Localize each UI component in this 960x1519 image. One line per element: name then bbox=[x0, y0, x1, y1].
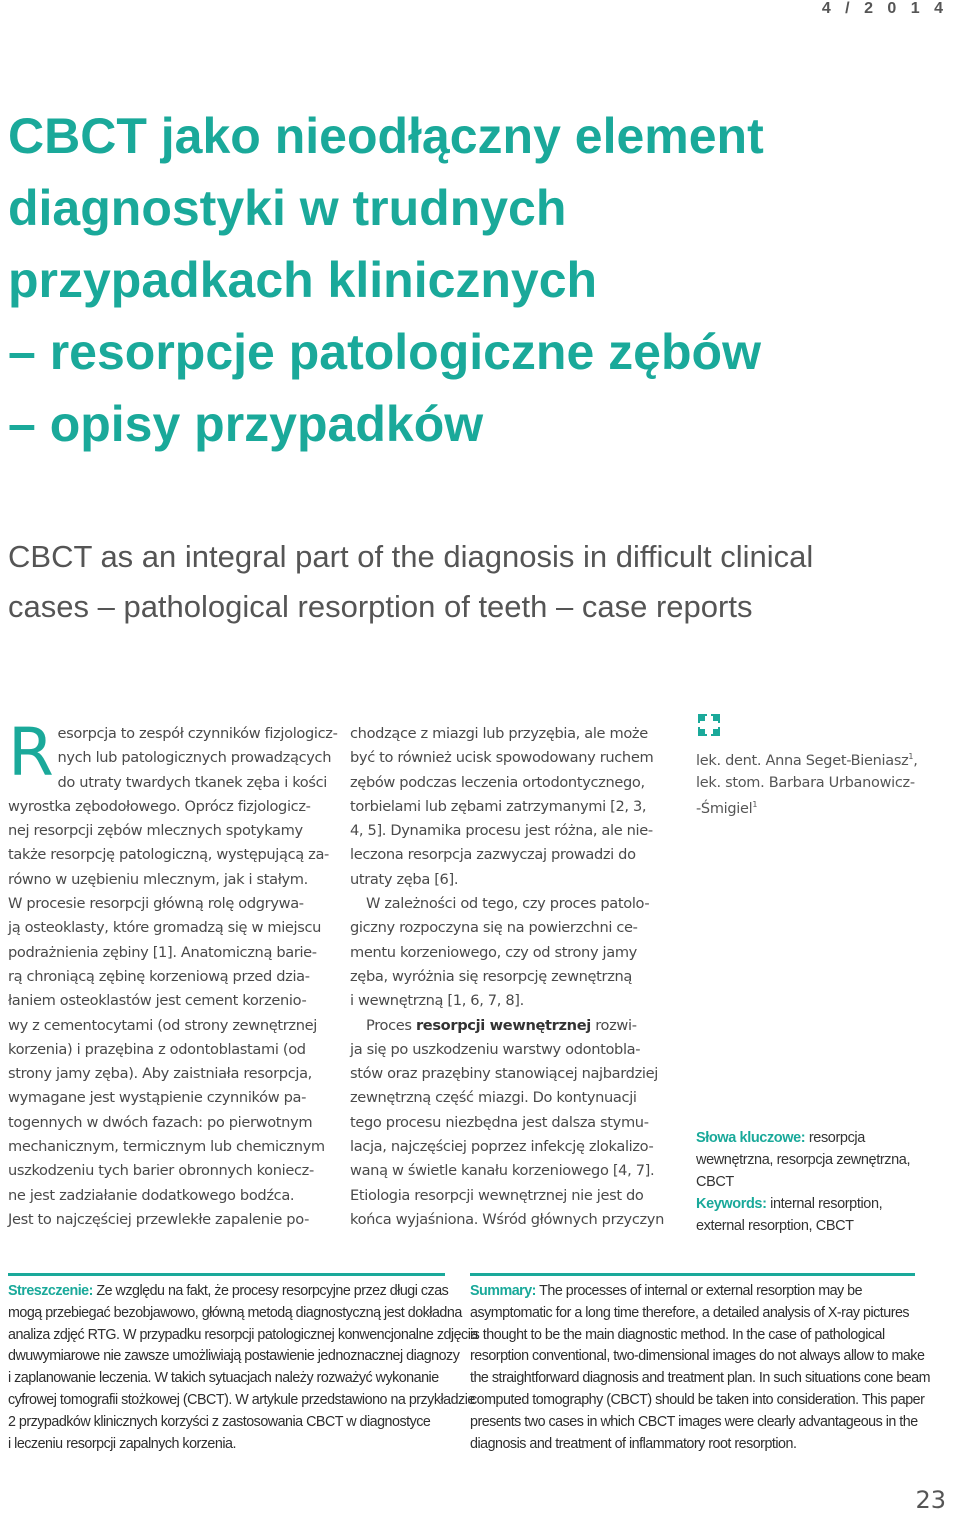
page-number: 23 bbox=[915, 1486, 946, 1514]
text-line: leczona resorpcja zazwyczaj prowadzi do bbox=[350, 846, 636, 864]
text-line: strony jamy zęba). Aby zaistniała resorpcja, bbox=[8, 1065, 312, 1083]
text-line: rą chroniącą zębinę korzeniową przed dzia- bbox=[8, 967, 310, 985]
paragraph bbox=[350, 722, 662, 892]
title-line: diagnostyki w trudnych bbox=[8, 180, 567, 236]
keywords-text: internal resorption, bbox=[766, 1196, 883, 1212]
title-line: – opisy przypadków bbox=[8, 396, 484, 452]
article-title-pl bbox=[8, 100, 948, 460]
keywords-line: CBCT bbox=[696, 1174, 734, 1190]
abstract-body bbox=[8, 1303, 478, 1456]
abstract-pl bbox=[8, 1281, 478, 1455]
section-divider bbox=[8, 1273, 445, 1276]
medical-cross-icon bbox=[698, 714, 720, 736]
author-name: -Śmigiel bbox=[696, 800, 753, 817]
abstract-line bbox=[8, 1281, 448, 1303]
drop-cap: R bbox=[8, 714, 54, 791]
article-title-en bbox=[8, 532, 948, 632]
author-line bbox=[696, 794, 946, 820]
text-line: W zależności od tego, czy proces patolo- bbox=[366, 895, 650, 913]
keywords-label-en: Keywords: bbox=[696, 1196, 767, 1212]
text-run: Proces bbox=[366, 1016, 416, 1034]
text-line: 4, 5]. Dynamika procesu jest różna, ale nie- bbox=[350, 822, 653, 840]
keywords-line: external resorption, CBCT bbox=[696, 1218, 854, 1234]
text-run: rozwi- bbox=[590, 1016, 637, 1034]
paragraph bbox=[8, 795, 329, 1232]
text-line: utraty zęba [6]. bbox=[350, 870, 459, 888]
issue-number: 4 / 2 0 1 4 bbox=[821, 0, 948, 17]
text-line: is thought to be the main diagnostic method. In the case of pathological bbox=[470, 1326, 885, 1343]
text-line: ja się po uszkodzeniu warstwy odontobla- bbox=[350, 1040, 641, 1058]
text-line: computed tomography (CBCT) should be taken into consideration. This paper bbox=[470, 1391, 925, 1408]
text-line: zębów podczas leczenia ortodontycznego, bbox=[350, 773, 645, 791]
text-line: resorption conventional, two-dimensional images do not always allow to make bbox=[470, 1348, 925, 1365]
text-line: być to również ucisk spowodowany ruchem bbox=[350, 749, 654, 767]
text-line: presents two cases in which CBCT images were clearly advantageous in the bbox=[470, 1413, 918, 1430]
text-line: dwuwymiarowe nie zawsze umożliwiają postawienie jednoznacznej diagnozy bbox=[8, 1348, 460, 1365]
abstract-body bbox=[470, 1303, 931, 1456]
subtitle-line: cases – pathological resorption of teeth – case reports bbox=[8, 589, 753, 624]
text-line: esorpcja to zespół czynników fizjologicz- bbox=[57, 725, 338, 742]
text-line: końca wyjaśniona. Wśród głównych przyczyn bbox=[350, 1210, 664, 1228]
keywords-block bbox=[696, 1127, 946, 1237]
keywords-line: wewnętrzna, resorpcja zewnętrzna, bbox=[696, 1152, 911, 1168]
title-line: CBCT jako nieodłączny element bbox=[8, 108, 764, 164]
paragraph bbox=[350, 892, 662, 1013]
keywords-label-pl: Słowa kluczowe: bbox=[696, 1130, 806, 1146]
text-line: i zaplanowanie leczenia. W takich sytuacjach należy rozważyć wykonanie bbox=[8, 1370, 439, 1387]
abstract-label: Streszczenie: bbox=[8, 1283, 93, 1299]
abstract-text: Ze względu na fakt, że procesy resorpcyjne przez długi czas bbox=[92, 1283, 449, 1299]
text-line: togennych w dwóch fazach: po pierwotnym bbox=[8, 1113, 313, 1131]
text-line: 2 przypadków klinicznych korzyści z zastosowania CBCT w diagnostyce bbox=[8, 1413, 431, 1430]
text-line: tego procesu niezbędna jest dalsza stymu- bbox=[350, 1113, 649, 1131]
key-term: resorpcji wewnętrznej bbox=[415, 1016, 591, 1034]
separator: , bbox=[913, 752, 918, 769]
text-line: diagnosis and treatment of inflammatory root resorption. bbox=[470, 1435, 797, 1452]
text-line: ne jest zadziałanie dodatkowego bodźca. bbox=[8, 1186, 295, 1204]
text-line: stów oraz prazębiny stanowiącej najbardziej bbox=[350, 1065, 658, 1083]
text-line: łaniem osteoklastów jest cement korzenio- bbox=[8, 992, 307, 1010]
text-line: mogą przebiegać bezobjawowo, główną metodą diagnostyczną jest dokładna bbox=[8, 1304, 462, 1321]
subtitle-line: CBCT as an integral part of the diagnosis in difficult clinical bbox=[8, 539, 814, 574]
text-line: zęba, wyróżnia się resorpcję zewnętrzną bbox=[350, 967, 633, 985]
text-line bbox=[350, 1014, 662, 1038]
text-line: asymptomatic for a long time therefore, a detailed analysis of X-ray pictures bbox=[470, 1304, 910, 1321]
author-line bbox=[696, 746, 946, 772]
affiliation-mark: 1 bbox=[752, 799, 758, 809]
text-line: podrażnienia zębiny [1]. Anatomiczną barie- bbox=[8, 943, 317, 961]
author-line: lek. stom. Barbara Urbanowicz- bbox=[696, 774, 915, 791]
text-line: the straightforward diagnosis and treatment plan. In such situations cone beam bbox=[470, 1370, 931, 1387]
text-line: mechanicznym, termicznym lub chemicznym bbox=[8, 1138, 325, 1156]
body-column-1 bbox=[8, 714, 338, 1232]
text-line: wymagane jest wystąpienie czynników pa- bbox=[8, 1089, 306, 1107]
text-line: nej resorpcji zębów mlecznych spotykamy bbox=[8, 822, 303, 840]
paragraph bbox=[350, 1038, 662, 1232]
text-line: zewnętrzną część miazgi. Do kontynuacji bbox=[350, 1089, 637, 1107]
text-line: cyfrowej tomografii stożkowej (CBCT). W artykule przedstawiono na przykładzie bbox=[8, 1391, 475, 1408]
text-line: lacja, najczęściej poprzez infekcję zlokalizo- bbox=[350, 1138, 654, 1156]
text-line: Jest to najczęściej przewlekłe zapalenie po- bbox=[8, 1210, 309, 1228]
affiliation-mark: 1 bbox=[908, 752, 914, 761]
abstract-line bbox=[470, 1281, 915, 1303]
title-line: – resorpcje patologiczne zębów bbox=[8, 324, 761, 380]
text-line: wy z cementocytami (od strony zewnętrznej bbox=[8, 1016, 317, 1034]
text-line: ją osteoklasty, które gromadzą się w miejscu bbox=[8, 919, 322, 937]
text-line: W procesie resorpcji główną rolę odgrywa- bbox=[8, 895, 304, 913]
section-divider bbox=[470, 1273, 915, 1276]
text-line: giczny rozpoczyna się na powierzchni ce- bbox=[350, 919, 638, 937]
text-line: chodzące z miazgi lub przyzębia, ale może bbox=[350, 725, 648, 742]
author-name: lek. dent. Anna Seget-Bieniasz bbox=[696, 752, 909, 769]
text-line: Etiologia resorpcji wewnętrznej nie jest do bbox=[350, 1186, 644, 1204]
body-column-2 bbox=[350, 722, 662, 1232]
text-line: i leczeniu resorpcji zapalnych korzenia. bbox=[8, 1435, 236, 1452]
title-line: przypadkach klinicznych bbox=[8, 252, 598, 308]
text-line: wyrostka zębodołowego. Oprócz fizjologicz- bbox=[8, 797, 311, 815]
abstract-en bbox=[470, 1281, 931, 1455]
text-line: uszkodzeniu tych barier obronnych koniecz- bbox=[8, 1162, 314, 1180]
text-line: także resorpcję patologiczną, występującą za- bbox=[8, 846, 329, 864]
text-line: mentu korzeniowego, czy od strony jamy bbox=[350, 943, 637, 961]
abstract-label: Summary: bbox=[470, 1283, 536, 1299]
text-line: analiza zdjęć RTG. W przypadku resorpcji patologicznej konwencjonalne zdjęcia bbox=[8, 1326, 478, 1343]
keywords-line bbox=[696, 1127, 946, 1149]
text-line: równo w uzębieniu mlecznym, jak i stałym. bbox=[8, 870, 308, 888]
abstract-text: The processes of internal or external resorption may be bbox=[535, 1283, 863, 1299]
authors bbox=[696, 746, 946, 820]
text-line: do utraty twardych tkanek zęba i kości bbox=[57, 773, 328, 791]
text-line: nych lub patologicznych prowadzących bbox=[57, 749, 332, 767]
text-line: korzenia) i prazębina z odontoblastami (od bbox=[8, 1040, 306, 1058]
keywords-text: resorpcja bbox=[805, 1130, 865, 1146]
text-line: torbielami lub zębami zatrzymanymi [2, 3, bbox=[350, 797, 647, 815]
text-line: i wewnętrzną [1, 6, 7, 8]. bbox=[350, 992, 524, 1010]
text-line: waną w świetle kanału korzeniowego [4, 7]. bbox=[350, 1162, 655, 1180]
keywords-line bbox=[696, 1193, 946, 1215]
